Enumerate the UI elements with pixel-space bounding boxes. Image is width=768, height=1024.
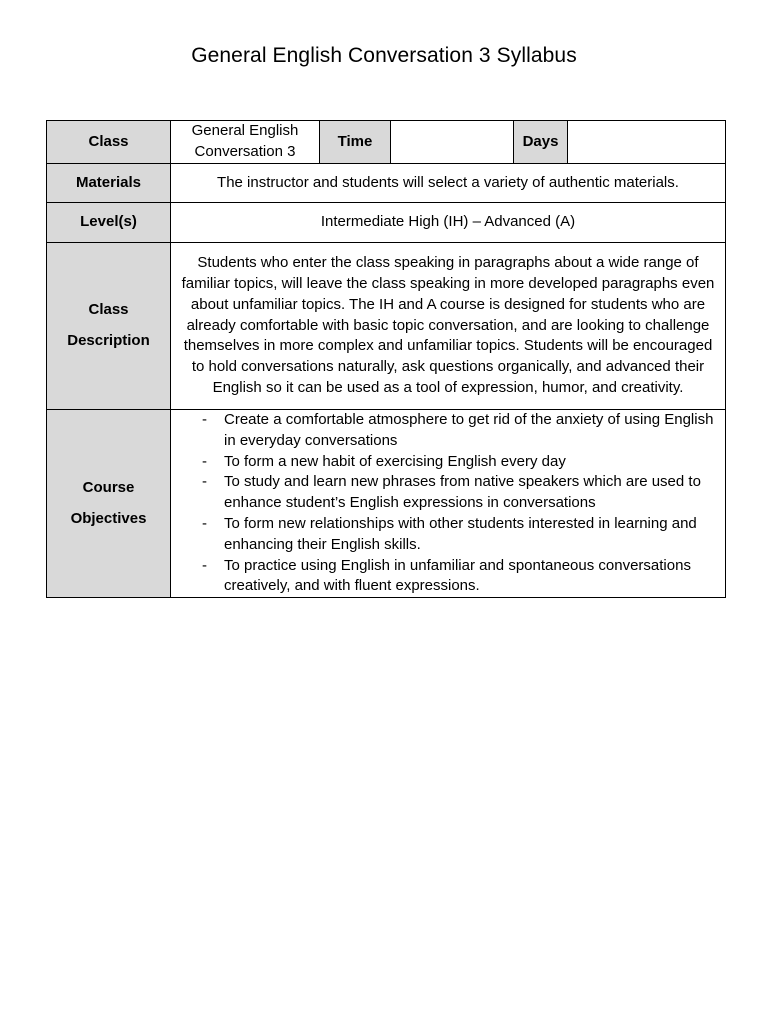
list-bullet: - <box>202 556 207 574</box>
page-title: General English Conversation 3 Syllabus <box>191 44 577 67</box>
list-bullet: - <box>202 411 207 428</box>
syllabus-table <box>46 120 726 598</box>
objective-text: To form a new habit of exercising English every day <box>224 452 566 470</box>
class-label: Class <box>47 121 171 164</box>
levels-value: Intermediate High (IH) – Advanced (A) <box>171 203 726 243</box>
time-label: Time <box>320 121 391 164</box>
materials-row <box>47 164 726 203</box>
list-bullet: - <box>202 452 207 470</box>
list-item <box>177 556 719 598</box>
objectives-label <box>47 410 171 598</box>
objective-text: Create a comfortable atmosphere to get rid of the anxiety of using English in everyday conversations <box>224 411 714 449</box>
description-label-line2: Description <box>67 332 150 349</box>
days-value <box>568 121 726 164</box>
levels-label: Level(s) <box>47 203 171 243</box>
days-label: Days <box>514 121 568 164</box>
objectives-row <box>47 410 726 598</box>
class-value: General English Conversation 3 <box>171 121 320 164</box>
description-label-line1: Class <box>88 301 129 319</box>
objectives-list <box>177 410 719 597</box>
levels-row <box>47 203 726 243</box>
list-item <box>177 514 719 556</box>
list-item <box>177 452 719 473</box>
objective-text: To form new relationships with other students interested in learning and enhancing their English skills. <box>224 514 697 553</box>
time-value <box>391 121 514 164</box>
objective-text: To study and learn new phrases from native speakers which are used to enhance student’s English expressions in conversations <box>224 473 701 512</box>
objective-text: To practice using English in unfamiliar and spontaneous conversations creatively, and with fluent expressions. <box>224 556 691 595</box>
objectives-label-line2: Objectives <box>70 509 147 527</box>
class-row <box>47 121 726 164</box>
list-bullet: - <box>202 473 207 491</box>
list-item <box>177 410 719 452</box>
list-bullet: - <box>202 514 207 532</box>
materials-label: Materials <box>47 164 171 203</box>
objectives-value <box>171 410 726 598</box>
materials-value: The instructor and students will select a variety of authentic materials. <box>171 164 726 203</box>
objectives-label-line1: Course <box>82 478 135 496</box>
description-value: Students who enter the class speaking in paragraphs about a wide range of familiar topics, will leave the class speaking in more developed paragraphs even about unfamiliar topics. The IH and A course is designed for students who are already comfortable with basic topic conversation, and are looking to challenge themselves in more complex and unfamiliar topics. Students will be encouraged to hold conversations naturally, ask questions organically, and advanced their English so it can be used as a tool of expression, humor, and creativity. <box>171 243 726 410</box>
description-row <box>47 243 726 410</box>
list-item <box>177 472 719 514</box>
description-label <box>47 243 171 410</box>
